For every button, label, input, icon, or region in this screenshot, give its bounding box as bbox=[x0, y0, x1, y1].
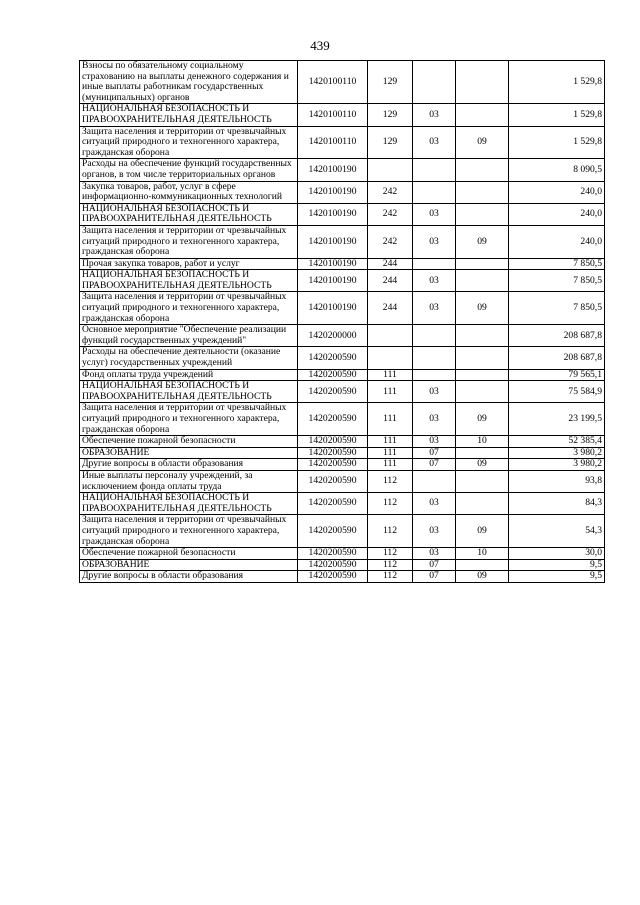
name-cell: Закупка товаров, работ, услуг в сфере информационно-коммуникационных технологий bbox=[80, 181, 298, 203]
subsection-cell bbox=[456, 470, 509, 492]
amount-cell: 240,0 bbox=[509, 225, 605, 258]
amount-cell: 240,0 bbox=[509, 203, 605, 225]
name-cell: Взносы по обязательному социальному страхованию на выплаты денежного содержания и иные выплаты работникам государственных (муниципальных) органов bbox=[80, 61, 298, 104]
section-cell: 07 bbox=[413, 571, 456, 583]
subsection-cell bbox=[456, 493, 509, 515]
amount-cell: 240,0 bbox=[509, 181, 605, 203]
table-row bbox=[80, 347, 605, 369]
table-row bbox=[80, 515, 605, 548]
name-cell: НАЦИОНАЛЬНАЯ БЕЗОПАСНОСТЬ И ПРАВООХРАНИТЕЛЬНАЯ ДЕЯТЕЛЬНОСТЬ bbox=[80, 381, 298, 403]
section-cell: 03 bbox=[413, 104, 456, 126]
target-article-code-cell: 1420100190 bbox=[298, 203, 368, 225]
target-article-code-cell: 1420200590 bbox=[298, 447, 368, 459]
section-cell: 07 bbox=[413, 447, 456, 459]
expense-type-cell: 129 bbox=[368, 61, 413, 104]
subsection-cell bbox=[456, 347, 509, 369]
expense-type-cell: 111 bbox=[368, 459, 413, 471]
amount-cell: 52 385,4 bbox=[509, 436, 605, 448]
name-cell: НАЦИОНАЛЬНАЯ БЕЗОПАСНОСТЬ И ПРАВООХРАНИТЕЛЬНАЯ ДЕЯТЕЛЬНОСТЬ bbox=[80, 203, 298, 225]
expense-type-cell bbox=[368, 347, 413, 369]
amount-cell: 3 980,2 bbox=[509, 447, 605, 459]
section-cell bbox=[413, 470, 456, 492]
expense-type-cell: 112 bbox=[368, 470, 413, 492]
name-cell: Другие вопросы в области образования bbox=[80, 459, 298, 471]
expense-type-cell: 112 bbox=[368, 571, 413, 583]
section-cell bbox=[413, 181, 456, 203]
amount-cell: 1 529,8 bbox=[509, 126, 605, 159]
table-row bbox=[80, 181, 605, 203]
name-cell: Расходы на обеспечение деятельности (оказание услуг) государственных учреждений bbox=[80, 347, 298, 369]
subsection-cell: 09 bbox=[456, 225, 509, 258]
subsection-cell: 09 bbox=[456, 515, 509, 548]
expense-type-cell: 242 bbox=[368, 181, 413, 203]
target-article-code-cell: 1420200590 bbox=[298, 559, 368, 571]
subsection-cell bbox=[456, 258, 509, 270]
name-cell: Защита населения и территории от чрезвычайных ситуаций природного и техногенного характера, гражданская оборона bbox=[80, 515, 298, 548]
page-number: 439 bbox=[310, 38, 330, 53]
target-article-code-cell: 1420200590 bbox=[298, 381, 368, 403]
amount-cell: 93,8 bbox=[509, 470, 605, 492]
expense-type-cell bbox=[368, 325, 413, 347]
expense-type-cell: 111 bbox=[368, 436, 413, 448]
amount-cell: 7 850,5 bbox=[509, 258, 605, 270]
subsection-cell bbox=[456, 181, 509, 203]
table-row bbox=[80, 270, 605, 292]
name-cell: Защита населения и территории от чрезвычайных ситуаций природного и техногенного характера, гражданская оборона bbox=[80, 126, 298, 159]
table-row bbox=[80, 258, 605, 270]
section-cell: 03 bbox=[413, 436, 456, 448]
amount-cell: 23 199,5 bbox=[509, 403, 605, 436]
name-cell: Основное мероприятие "Обеспечение реализации функций государственных учреждений" bbox=[80, 325, 298, 347]
section-cell: 07 bbox=[413, 559, 456, 571]
name-cell: Прочая закупка товаров, работ и услуг bbox=[80, 258, 298, 270]
name-cell: Обеспечение пожарной безопасности bbox=[80, 436, 298, 448]
target-article-code-cell: 1420100190 bbox=[298, 225, 368, 258]
amount-cell: 208 687,8 bbox=[509, 325, 605, 347]
name-cell: Другие вопросы в области образования bbox=[80, 571, 298, 583]
table-row bbox=[80, 470, 605, 492]
target-article-code-cell: 1420200590 bbox=[298, 493, 368, 515]
name-cell: Обеспечение пожарной безопасности bbox=[80, 548, 298, 560]
name-cell: НАЦИОНАЛЬНАЯ БЕЗОПАСНОСТЬ И ПРАВООХРАНИТЕЛЬНАЯ ДЕЯТЕЛЬНОСТЬ bbox=[80, 493, 298, 515]
expense-type-cell: 111 bbox=[368, 403, 413, 436]
name-cell: НАЦИОНАЛЬНАЯ БЕЗОПАСНОСТЬ И ПРАВООХРАНИТЕЛЬНАЯ ДЕЯТЕЛЬНОСТЬ bbox=[80, 104, 298, 126]
table-row bbox=[80, 225, 605, 258]
amount-cell: 84,3 bbox=[509, 493, 605, 515]
table-row bbox=[80, 559, 605, 571]
table-row bbox=[80, 61, 605, 104]
section-cell: 03 bbox=[413, 548, 456, 560]
table-row bbox=[80, 292, 605, 325]
name-cell: Защита населения и территории от чрезвычайных ситуаций природного и техногенного характера, гражданская оборона bbox=[80, 403, 298, 436]
section-cell: 03 bbox=[413, 270, 456, 292]
section-cell bbox=[413, 325, 456, 347]
expense-type-cell: 244 bbox=[368, 258, 413, 270]
name-cell: НАЦИОНАЛЬНАЯ БЕЗОПАСНОСТЬ И ПРАВООХРАНИТЕЛЬНАЯ ДЕЯТЕЛЬНОСТЬ bbox=[80, 270, 298, 292]
expense-type-cell: 112 bbox=[368, 515, 413, 548]
table-row bbox=[80, 381, 605, 403]
table-row bbox=[80, 126, 605, 159]
subsection-cell bbox=[456, 104, 509, 126]
subsection-cell: 09 bbox=[456, 403, 509, 436]
name-cell: Иные выплаты персоналу учреждений, за исключением фонда оплаты труда bbox=[80, 470, 298, 492]
expense-type-cell: 242 bbox=[368, 225, 413, 258]
amount-cell: 8 090,5 bbox=[509, 159, 605, 181]
expense-type-cell: 112 bbox=[368, 559, 413, 571]
expense-type-cell: 244 bbox=[368, 292, 413, 325]
subsection-cell bbox=[456, 369, 509, 381]
section-cell: 03 bbox=[413, 126, 456, 159]
subsection-cell: 09 bbox=[456, 292, 509, 325]
table-row bbox=[80, 104, 605, 126]
table-row bbox=[80, 447, 605, 459]
target-article-code-cell: 1420100190 bbox=[298, 270, 368, 292]
table-row bbox=[80, 436, 605, 448]
table-row bbox=[80, 403, 605, 436]
amount-cell: 3 980,2 bbox=[509, 459, 605, 471]
section-cell bbox=[413, 159, 456, 181]
amount-cell: 1 529,8 bbox=[509, 61, 605, 104]
subsection-cell: 10 bbox=[456, 436, 509, 448]
section-cell: 07 bbox=[413, 459, 456, 471]
amount-cell: 7 850,5 bbox=[509, 270, 605, 292]
expense-type-cell: 242 bbox=[368, 203, 413, 225]
name-cell: Фонд оплаты труда учреждений bbox=[80, 369, 298, 381]
table-row bbox=[80, 571, 605, 583]
section-cell: 03 bbox=[413, 381, 456, 403]
amount-cell: 54,3 bbox=[509, 515, 605, 548]
target-article-code-cell: 1420200590 bbox=[298, 436, 368, 448]
expense-type-cell: 111 bbox=[368, 369, 413, 381]
amount-cell: 30,0 bbox=[509, 548, 605, 560]
name-cell: ОБРАЗОВАНИЕ bbox=[80, 447, 298, 459]
expense-type-cell: 244 bbox=[368, 270, 413, 292]
expense-type-cell: 129 bbox=[368, 104, 413, 126]
section-cell: 03 bbox=[413, 515, 456, 548]
subsection-cell bbox=[456, 559, 509, 571]
target-article-code-cell: 1420200590 bbox=[298, 548, 368, 560]
expense-type-cell: 111 bbox=[368, 381, 413, 403]
table-row bbox=[80, 493, 605, 515]
amount-cell: 9,5 bbox=[509, 559, 605, 571]
subsection-cell bbox=[456, 381, 509, 403]
budget-table-body bbox=[80, 61, 605, 583]
subsection-cell: 10 bbox=[456, 548, 509, 560]
amount-cell: 208 687,8 bbox=[509, 347, 605, 369]
subsection-cell: 09 bbox=[456, 571, 509, 583]
table-row bbox=[80, 369, 605, 381]
section-cell bbox=[413, 347, 456, 369]
target-article-code-cell: 1420200590 bbox=[298, 347, 368, 369]
section-cell: 03 bbox=[413, 292, 456, 325]
target-article-code-cell: 1420200590 bbox=[298, 403, 368, 436]
name-cell: ОБРАЗОВАНИЕ bbox=[80, 559, 298, 571]
target-article-code-cell: 1420200000 bbox=[298, 325, 368, 347]
section-cell bbox=[413, 61, 456, 104]
name-cell: Защита населения и территории от чрезвычайных ситуаций природного и техногенного характера, гражданская оборона bbox=[80, 225, 298, 258]
table-row bbox=[80, 325, 605, 347]
expense-type-cell: 111 bbox=[368, 447, 413, 459]
subsection-cell bbox=[456, 325, 509, 347]
section-cell bbox=[413, 369, 456, 381]
section-cell: 03 bbox=[413, 203, 456, 225]
target-article-code-cell: 1420200590 bbox=[298, 571, 368, 583]
target-article-code-cell: 1420100110 bbox=[298, 104, 368, 126]
amount-cell: 7 850,5 bbox=[509, 292, 605, 325]
subsection-cell bbox=[456, 61, 509, 104]
table-row bbox=[80, 203, 605, 225]
section-cell bbox=[413, 258, 456, 270]
target-article-code-cell: 1420100110 bbox=[298, 126, 368, 159]
subsection-cell bbox=[456, 270, 509, 292]
amount-cell: 75 584,9 bbox=[509, 381, 605, 403]
expense-type-cell: 112 bbox=[368, 493, 413, 515]
target-article-code-cell: 1420100110 bbox=[298, 61, 368, 104]
expense-type-cell: 129 bbox=[368, 126, 413, 159]
target-article-code-cell: 1420200590 bbox=[298, 470, 368, 492]
amount-cell: 79 565,1 bbox=[509, 369, 605, 381]
amount-cell: 1 529,8 bbox=[509, 104, 605, 126]
target-article-code-cell: 1420100190 bbox=[298, 292, 368, 325]
table-row bbox=[80, 159, 605, 181]
subsection-cell bbox=[456, 447, 509, 459]
subsection-cell: 09 bbox=[456, 126, 509, 159]
target-article-code-cell: 1420100190 bbox=[298, 258, 368, 270]
target-article-code-cell: 1420200590 bbox=[298, 459, 368, 471]
target-article-code-cell: 1420200590 bbox=[298, 515, 368, 548]
target-article-code-cell: 1420200590 bbox=[298, 369, 368, 381]
table-row bbox=[80, 459, 605, 471]
table-row bbox=[80, 548, 605, 560]
section-cell: 03 bbox=[413, 493, 456, 515]
subsection-cell: 09 bbox=[456, 459, 509, 471]
budget-table bbox=[79, 60, 605, 583]
subsection-cell bbox=[456, 159, 509, 181]
subsection-cell bbox=[456, 203, 509, 225]
expense-type-cell bbox=[368, 159, 413, 181]
name-cell: Защита населения и территории от чрезвычайных ситуаций природного и техногенного характера, гражданская оборона bbox=[80, 292, 298, 325]
section-cell: 03 bbox=[413, 403, 456, 436]
amount-cell: 9,5 bbox=[509, 571, 605, 583]
target-article-code-cell: 1420100190 bbox=[298, 181, 368, 203]
target-article-code-cell: 1420100190 bbox=[298, 159, 368, 181]
section-cell: 03 bbox=[413, 225, 456, 258]
name-cell: Расходы на обеспечение функций государственных органов, в том числе территориальных органов bbox=[80, 159, 298, 181]
expense-type-cell: 112 bbox=[368, 548, 413, 560]
